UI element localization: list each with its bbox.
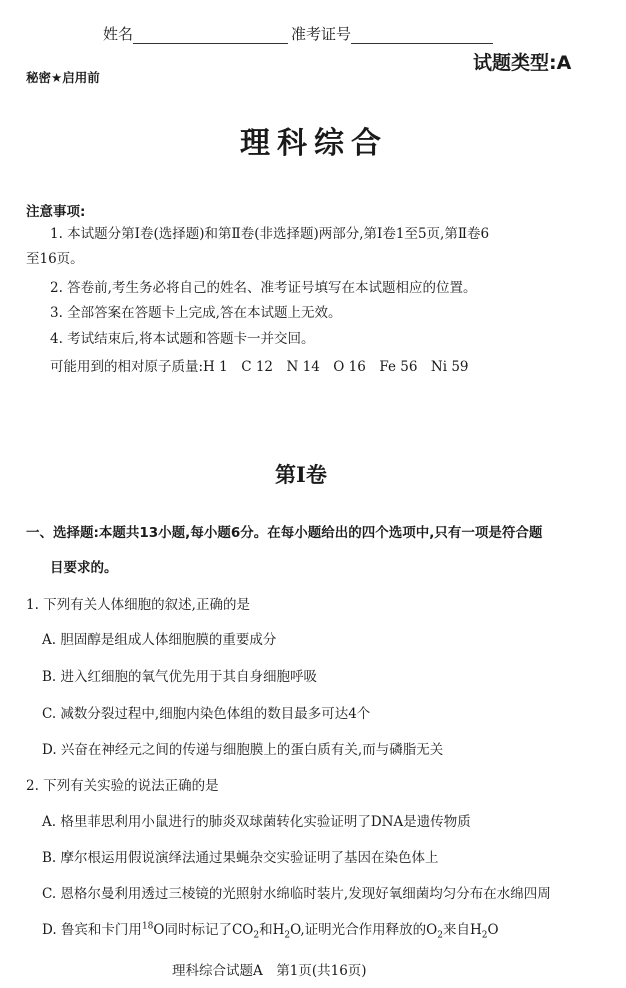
exam-number-blank-line: [351, 29, 493, 44]
notice-item-2: 2. 答卷前,考生务必将自己的姓名、准考证号填写在本试题相应的位置。: [50, 280, 477, 296]
question-2-option-d: D. 鲁宾和卡门用$^{18}$O同时标记了$CO_2$和$H_2O$,证明光合作用释放的$O_2$来自$H_2O$: [42, 921, 499, 941]
notice-heading: 注意事项:: [26, 204, 86, 220]
name-blank-line: [133, 29, 288, 44]
page-title: 理科综合: [240, 126, 388, 161]
question-2-option-c: C. 恩格尔曼利用透过三棱镜的光照射水绵临时装片,发现好氧细菌均匀分布在水绵四周: [42, 886, 551, 902]
paper-type: 试题类型:A: [473, 52, 572, 74]
exam-number-field: [291, 23, 493, 44]
question-2-option-b: B. 摩尔根运用假说演绎法通过果蝇杂交实验证明了基因在染色体上: [42, 850, 439, 866]
name-label: 姓名: [103, 25, 134, 43]
name-field: [103, 23, 288, 44]
notice-item-4: 4. 考试结束后,将本试题和答题卡一并交回。: [50, 331, 315, 347]
exam-number-label: 准考证号: [291, 25, 352, 43]
page-footer: 理科综合试题A 第1页(共16页): [172, 963, 367, 979]
question-1-stem: 1. 下列有关人体细胞的叙述,正确的是: [26, 597, 250, 613]
volume-title: 第Ⅰ卷: [275, 462, 327, 487]
question-1-option-a: A. 胆固醇是组成人体细胞膜的重要成分: [42, 632, 277, 648]
question-2-option-a: A. 格里菲思利用小鼠进行的肺炎双球菌转化实验证明了DNA是遗传物质: [42, 814, 471, 830]
notice-item-1: 1. 本试题分第Ⅰ卷(选择题)和第Ⅱ卷(非选择题)两部分,第Ⅰ卷1至5页,第Ⅱ卷6: [50, 226, 490, 242]
question-1-option-c: C. 减数分裂过程中,细胞内染色体组的数目最多可达4个: [42, 706, 371, 722]
question-2-stem: 2. 下列有关实验的说法正确的是: [26, 778, 219, 794]
atomic-mass-line: 可能用到的相对原子质量:H 1 C 12 N 14 O 16 Fe 56 Ni 59: [50, 359, 469, 375]
question-1-option-b: B. 进入红细胞的氧气优先用于其自身细胞呼吸: [42, 669, 318, 685]
section-instruction: 一、选择题:本题共13小题,每小题6分。在每小题给出的四个选项中,只有一项是符合题: [26, 525, 543, 541]
section-instruction-cont: 目要求的。: [50, 560, 118, 576]
confidential-mark: 秘密★启用前: [26, 70, 100, 85]
notice-item-1-cont: 至16页。: [26, 251, 84, 267]
notice-item-3: 3. 全部答案在答题卡上完成,答在本试题上无效。: [50, 305, 342, 321]
question-1-option-d: D. 兴奋在神经元之间的传递与细胞膜上的蛋白质有关,而与磷脂无关: [42, 742, 444, 758]
